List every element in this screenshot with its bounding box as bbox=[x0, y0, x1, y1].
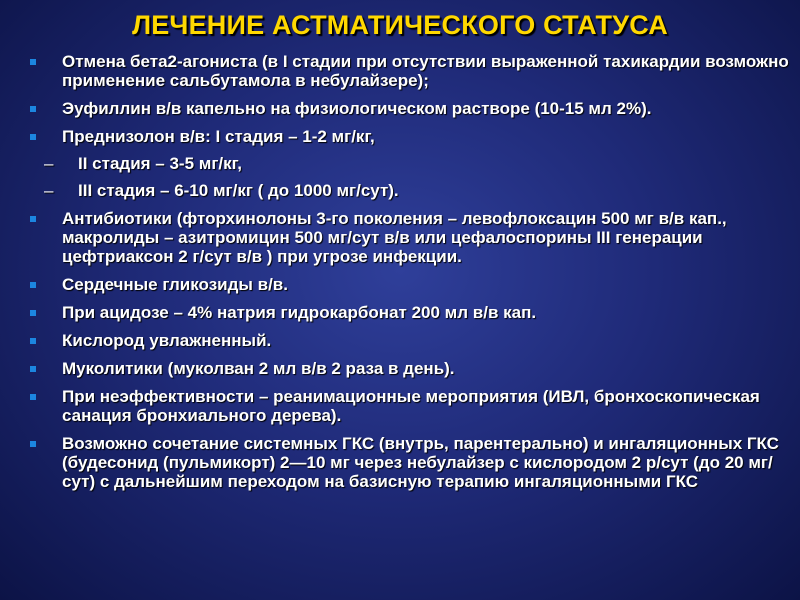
bullet-square-icon bbox=[30, 310, 36, 316]
list-item-text: Эуфиллин в/в капельно на физиологическом растворе (10-15 мл 2%). bbox=[62, 99, 652, 118]
dash-marker: – bbox=[44, 154, 54, 173]
slide-title: ЛЕЧЕНИЕ АСТМАТИЧЕСКОГО СТАТУСА bbox=[132, 10, 668, 40]
sub-list-item bbox=[30, 154, 790, 173]
list-item-text: При ацидозе – 4% натрия гидрокарбонат 200 мл в/в кап. bbox=[62, 303, 537, 322]
list-item bbox=[30, 359, 790, 378]
bullet-list bbox=[30, 52, 790, 491]
list-item-text: III стадия – 6-10 мг/кг ( до 1000 мг/сут). bbox=[78, 181, 399, 200]
list-item-text: Сердечные гликозиды в/в. bbox=[62, 275, 288, 294]
list-item-text: Отмена бета2-агониста (в I стадии при отсутствии выраженной тахикардии возможно применение сальбутамола в небулайзере); bbox=[62, 52, 789, 90]
list-item bbox=[30, 434, 790, 491]
bullet-square-icon bbox=[30, 441, 36, 447]
list-item-text: Возможно сочетание системных ГКС (внутрь, парентерально) и ингаляционных ГКС (будесонид (пульмикорт) 2—10 мг через небулайзер с кислородом 2 р/сут (до 20 мг/сут) с дальнейшим переходом на базисную терапию ингаляционными ГКС bbox=[62, 434, 779, 491]
bullet-square-icon bbox=[30, 59, 36, 65]
bullet-square-icon bbox=[30, 106, 36, 112]
list-item bbox=[30, 303, 790, 322]
dash-marker: – bbox=[44, 181, 54, 200]
list-item bbox=[30, 387, 790, 425]
sub-list-item bbox=[30, 181, 790, 200]
list-item-text: Антибиотики (фторхинолоны 3-го поколения – левофлоксацин 500 мг в/в кап., макролиды – азитромицин 500 мг/сут в/в или цефалоспорины III генерации цефтриаксон 2 г/сут в/в ) при угрозе инфекции. bbox=[62, 209, 727, 266]
list-item bbox=[30, 52, 790, 90]
list-item-text: Муколитики (муколван 2 мл в/в 2 раза в день). bbox=[62, 359, 455, 378]
list-item bbox=[30, 275, 790, 294]
list-item-text: Преднизолон в/в: I стадия – 1-2 мг/кг, bbox=[62, 127, 375, 146]
list-item bbox=[30, 331, 790, 350]
list-item bbox=[30, 99, 790, 118]
list-item-text: Кислород увлажненный. bbox=[62, 331, 272, 350]
bullet-square-icon bbox=[30, 338, 36, 344]
list-item bbox=[30, 209, 790, 266]
bullet-square-icon bbox=[30, 134, 36, 140]
list-item bbox=[30, 127, 790, 146]
list-item-text: II стадия – 3-5 мг/кг, bbox=[78, 154, 242, 173]
bullet-square-icon bbox=[30, 366, 36, 372]
bullet-square-icon bbox=[30, 394, 36, 400]
list-item-text: При неэффективности – реанимационные мероприятия (ИВЛ, бронхоскопическая санация бронхиального дерева). bbox=[62, 387, 760, 425]
bullet-square-icon bbox=[30, 282, 36, 288]
bullet-square-icon bbox=[30, 216, 36, 222]
